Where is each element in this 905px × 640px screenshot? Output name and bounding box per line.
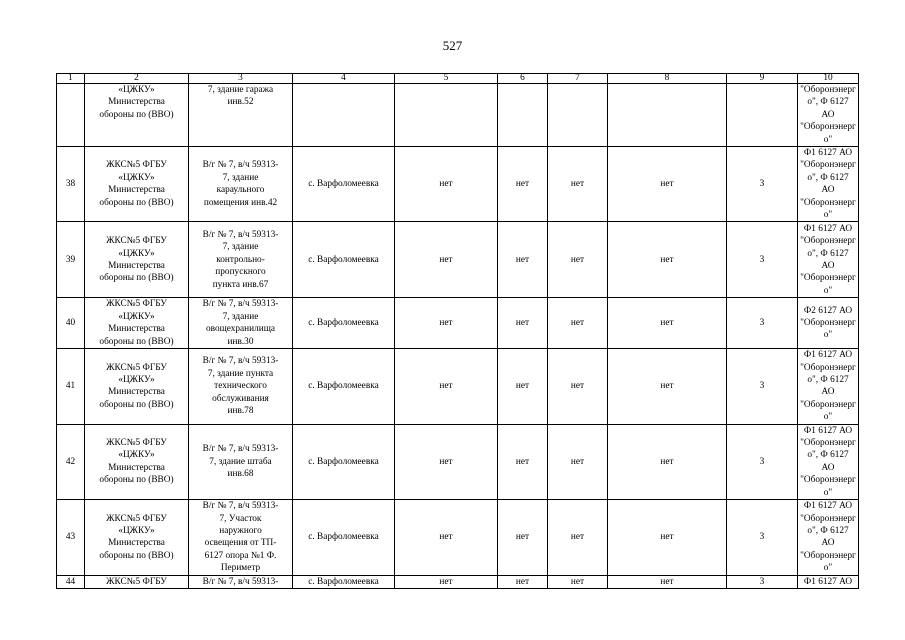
table-cell-location: с. Варфоломеевка [293,349,395,424]
table-row [57,499,859,575]
table-cell-category: "Оборонэнерг о", Ф 6127 АО "Оборонэнерг о" [798,84,859,147]
table-cell-owner: ЖКС№5 ФГБУ «ЦЖКУ» Министерства обороны по (ВВО) [85,298,189,349]
table-cell-c7: нет [548,575,608,588]
table-cell-owner: ЖКС№5 ФГБУ «ЦЖКУ» Министерства обороны по (ВВО) [85,349,189,424]
column-header: 9 [727,74,798,84]
column-header: 5 [395,74,498,84]
table-cell-location: с. Варфоломеевка [293,499,395,575]
table-cell-c8: нет [608,499,727,575]
table-cell-category: Ф1 6127 АО "Оборонэнерг о", Ф 6127 АО "Оборонэнерг о" [798,349,859,424]
table-cell-owner: ЖКС№5 ФГБУ «ЦЖКУ» Министерства обороны по (ВВО) [85,222,189,298]
table-cell-c9: 3 [727,222,798,298]
table-cell-object: В/г № 7, в/ч 59313- 7, здание овощехранилища инв.30 [189,298,293,349]
table-cell-c6: нет [498,222,548,298]
table-cell-c9: 3 [727,349,798,424]
header-row [57,74,859,84]
table-cell-c5: нет [395,575,498,588]
column-header: 8 [608,74,727,84]
table-cell-location: с. Варфоломеевка [293,147,395,222]
table-cell-object: В/г № 7, в/ч 59313- 7, здание контрольно- пропускного пункта инв.67 [189,222,293,298]
table-cell-num [57,84,85,147]
table-cell-owner: ЖКС№5 ФГБУ «ЦЖКУ» Министерства обороны по (ВВО) [85,147,189,222]
table-cell-owner: ЖКС№5 ФГБУ «ЦЖКУ» Министерства обороны по (ВВО) [85,499,189,575]
table-cell-c5: нет [395,499,498,575]
table-cell-c6: нет [498,575,548,588]
table-cell-num: 44 [57,575,85,588]
table-cell-num: 40 [57,298,85,349]
table-cell-c9: 3 [727,147,798,222]
table-cell-c7: нет [548,349,608,424]
table-cell-object: В/г № 7, в/ч 59313- 7, здание караульного помещения инв.42 [189,147,293,222]
page-number: 527 [442,38,463,53]
column-header: 3 [189,74,293,84]
table-cell-c6: нет [498,499,548,575]
table-cell-c7 [548,84,608,147]
table-cell-location: с. Варфоломеевка [293,222,395,298]
table-cell-c8: нет [608,147,727,222]
table-cell-c9: 3 [727,424,798,499]
table-cell-category: Ф1 6127 АО "Оборонэнерг о", Ф 6127 АО "Оборонэнерг о" [798,424,859,499]
table-cell-owner: ЖКС№5 ФГБУ «ЦЖКУ» Министерства обороны по (ВВО) [85,424,189,499]
column-header: 7 [548,74,608,84]
table-cell-c8 [608,84,727,147]
table-cell-c6: нет [498,298,548,349]
table-cell-category: Ф1 6127 АО "Оборонэнерг о", Ф 6127 АО "Оборонэнерг о" [798,147,859,222]
table-cell-num: 43 [57,499,85,575]
table-cell-c7: нет [548,499,608,575]
table-cell-location: с. Варфоломеевка [293,575,395,588]
table-cell-category: Ф1 6127 АО "Оборонэнерг о", Ф 6127 АО "Оборонэнерг о" [798,499,859,575]
table-cell-c5: нет [395,298,498,349]
table-cell-c7: нет [548,298,608,349]
table-cell-c9: 3 [727,575,798,588]
table-cell-c9 [727,84,798,147]
data-table [56,73,859,589]
table-cell-c5: нет [395,147,498,222]
table-row [57,147,859,222]
table-cell-c5 [395,84,498,147]
table-row [57,298,859,349]
table-cell-c6: нет [498,424,548,499]
table-cell-c8: нет [608,575,727,588]
table-cell-c6: нет [498,147,548,222]
table-cell-object: 7, здание гаража инв.52 [189,84,293,147]
table-cell-object: В/г № 7, в/ч 59313- 7, здание пункта технического обслуживания инв.78 [189,349,293,424]
table-cell-c8: нет [608,424,727,499]
table-row [57,349,859,424]
table-cell-category: Ф2 6127 АО "Оборонэнерг о" [798,298,859,349]
table-cell-num: 39 [57,222,85,298]
table-cell-c8: нет [608,222,727,298]
table-cell-c5: нет [395,349,498,424]
table-cell-c5: нет [395,424,498,499]
column-header: 4 [293,74,395,84]
table-cell-category: Ф1 6127 АО "Оборонэнерг о", Ф 6127 АО "Оборонэнерг о" [798,222,859,298]
table-cell-c8: нет [608,298,727,349]
column-header: 10 [798,74,859,84]
table-cell-c7: нет [548,424,608,499]
table-cell-num: 41 [57,349,85,424]
table-cell-location [293,84,395,147]
table-cell-object: В/г № 7, в/ч 59313- [189,575,293,588]
table-row [57,424,859,499]
table-cell-c6: нет [498,349,548,424]
table-cell-c9: 3 [727,298,798,349]
table-cell-category: Ф1 6127 АО [798,575,859,588]
table-row [57,222,859,298]
table-cell-owner: ЖКС№5 ФГБУ [85,575,189,588]
table-cell-c5: нет [395,222,498,298]
column-header: 6 [498,74,548,84]
table-cell-c7: нет [548,147,608,222]
table-cell-c8: нет [608,349,727,424]
column-header: 2 [85,74,189,84]
table-row [57,575,859,588]
table-cell-c9: 3 [727,499,798,575]
column-header: 1 [57,74,85,84]
table-row [57,84,859,147]
table-cell-c7: нет [548,222,608,298]
table-cell-c6 [498,84,548,147]
table-cell-num: 42 [57,424,85,499]
table-cell-owner: «ЦЖКУ» Министерства обороны по (ВВО) [85,84,189,147]
table-cell-object: В/г № 7, в/ч 59313- 7, Участок наружного освещения от ТП- 6127 опора №1 Ф. Периметр [189,499,293,575]
table-cell-object: В/г № 7, в/ч 59313- 7, здание штаба инв.68 [189,424,293,499]
table-cell-location: с. Варфоломеевка [293,424,395,499]
table-cell-num: 38 [57,147,85,222]
table-cell-location: с. Варфоломеевка [293,298,395,349]
